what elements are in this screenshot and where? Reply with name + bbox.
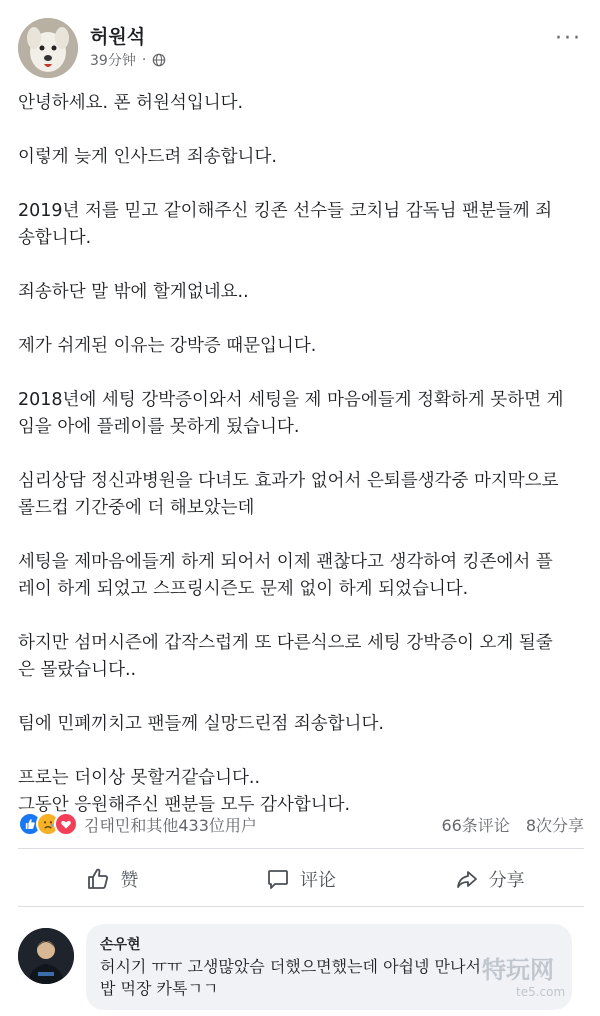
divider xyxy=(18,906,584,907)
like-label: 赞 xyxy=(120,870,139,891)
comment-label: 评论 xyxy=(300,870,336,891)
commenter-avatar[interactable] xyxy=(18,928,74,984)
post-header xyxy=(0,0,600,86)
post-meta xyxy=(90,50,166,70)
post-paragraph: 프로는 더이상 못할거같습니다.. 그동안 응원해주신 팬분들 모두 감사합니다. xyxy=(18,768,351,815)
share-label: 分享 xyxy=(488,870,525,891)
post-paragraph: 하지만 섬머시즌에 갑작스럽게 또 다른식으로 세팅 강박증이 오게 될줄 은 몰랐습니다.. xyxy=(18,633,553,680)
comment-text: 허시기 ㅠㅠ 고생많았슴 더했으면했는데 아쉽넹 만나서 밥 먹장 카톡ㄱㄱ xyxy=(100,957,481,998)
meta-separator: · xyxy=(141,52,147,68)
post-paragraph: 이렇게 늦게 인사드려 죄송합니다. xyxy=(18,147,277,167)
love-icon xyxy=(54,812,78,836)
shares-count[interactable]: 8次分享 xyxy=(525,815,584,835)
post-paragraph: 심리상담 정신과병원을 다녀도 효과가 없어서 은퇴를생각중 마지막으로 롤드컵 기간중에 더 해보았는데 xyxy=(18,471,559,518)
watermark-url: te5.com xyxy=(516,985,566,999)
thumbs-up-icon xyxy=(86,867,110,891)
globe-icon xyxy=(152,53,166,67)
more-options-button[interactable]: ··· xyxy=(555,26,582,51)
share-button[interactable] xyxy=(395,854,584,904)
share-icon xyxy=(455,867,479,891)
watermark-text: 特玩网 xyxy=(482,956,554,984)
avatar-image xyxy=(18,18,78,78)
post-paragraph: 세팅을 제마음에들게 하게 되어서 이제 괜찮다고 생각하여 킹존에서 플 레이 하게 되었고 스프링시즌도 문제 없이 하게 되었습니다. xyxy=(18,552,553,599)
author-name[interactable]: 허원석 xyxy=(90,26,146,48)
post-actions xyxy=(18,854,584,904)
post-time[interactable]: 39分钟 xyxy=(90,53,136,69)
watermark-image xyxy=(476,948,586,1002)
reaction-icons[interactable] xyxy=(18,812,72,836)
engagement-counts xyxy=(441,813,584,836)
post-paragraph: 2019년 저를 믿고 같이해주신 킹존 선수들 코치님 감독님 팬분들께 죄 송합니다. xyxy=(18,201,553,248)
post-paragraph: 2018년에 세팅 강박증이와서 세팅을 제 마음에들게 정확하게 못하면 게 임을 아에 플레이를 못하게 됬습니다. xyxy=(18,390,564,437)
author-avatar[interactable] xyxy=(18,18,78,78)
post-paragraph: 팀에 민폐끼치고 팬들께 실망드린점 죄송합니다. xyxy=(18,714,384,734)
post-paragraph: 제가 쉬게된 이유는 강박증 때문입니다. xyxy=(18,336,317,356)
reactions-bar xyxy=(18,810,584,838)
reactions-summary[interactable]: 김태민和其他433位用户 xyxy=(84,815,257,835)
comment-icon xyxy=(266,867,290,891)
post-paragraph: 안녕하세요. 폰 허원석입니다. xyxy=(18,93,244,113)
comment-button[interactable] xyxy=(207,854,396,904)
post-body xyxy=(18,90,584,819)
post-paragraph: 죄송하단 말 밖에 할게없네요.. xyxy=(18,282,249,302)
comments-count[interactable]: 66条评论 xyxy=(441,815,510,835)
divider xyxy=(18,848,584,849)
watermark-logo xyxy=(476,948,586,1002)
commenter-name[interactable]: 손우현 xyxy=(100,937,141,953)
like-button[interactable] xyxy=(18,854,207,904)
commenter-avatar-image xyxy=(18,928,74,984)
